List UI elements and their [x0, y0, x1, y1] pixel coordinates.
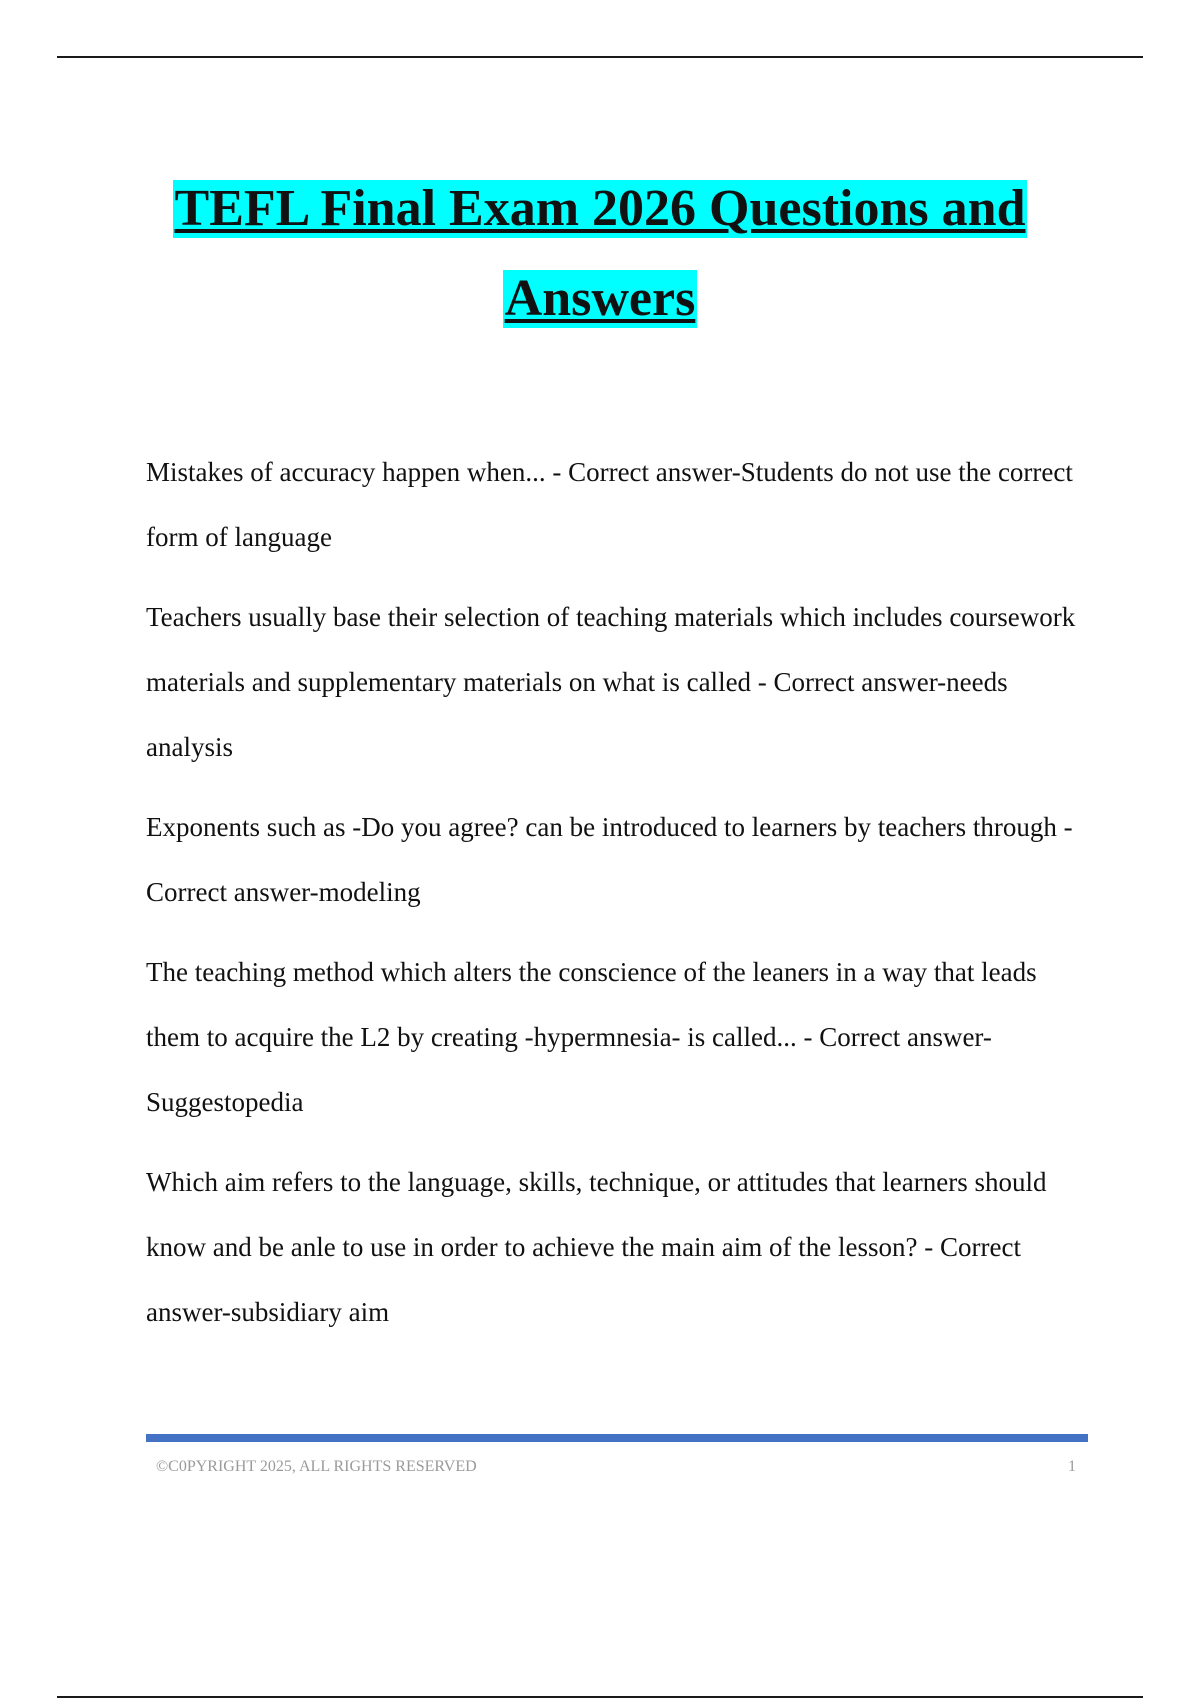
- page-top-rule: [57, 56, 1143, 58]
- qa-item-4: The teaching method which alters the conscience of the leaners in a way that leads them to acquire the L2 by creating -hypermnesia- is called... - Correct answer-Suggestopedia: [146, 957, 1037, 1117]
- qa-list: [146, 440, 1096, 1360]
- page-bottom-rule: [57, 1696, 1143, 1698]
- qa-item-2: Teachers usually base their selection of teaching materials which includes coursework materials and supplementary materials on what is called - Correct answer-needs analysis: [146, 602, 1076, 762]
- footer-divider-bar: [146, 1434, 1088, 1442]
- qa-item-3: Exponents such as -Do you agree? can be introduced to learners by teachers through - Correct answer-modeling: [146, 812, 1073, 907]
- qa-item-1: Mistakes of accuracy happen when... - Correct answer-Students do not use the correct form of language: [146, 457, 1073, 552]
- footer-copyright: ©C0PYRIGHT 2025, ALL RIGHTS RESERVED: [156, 1458, 477, 1475]
- title-line-1: TEFL Final Exam 2026 Questions and: [174, 180, 1026, 237]
- document-title: [0, 180, 1200, 328]
- footer-page-number: 1: [1068, 1458, 1076, 1475]
- qa-item-5: Which aim refers to the language, skills, technique, or attitudes that learners should know and be anle to use in order to achieve the main aim of the lesson? - Correct answer-subsidiary aim: [146, 1167, 1047, 1327]
- title-line-2: Answers: [504, 270, 696, 327]
